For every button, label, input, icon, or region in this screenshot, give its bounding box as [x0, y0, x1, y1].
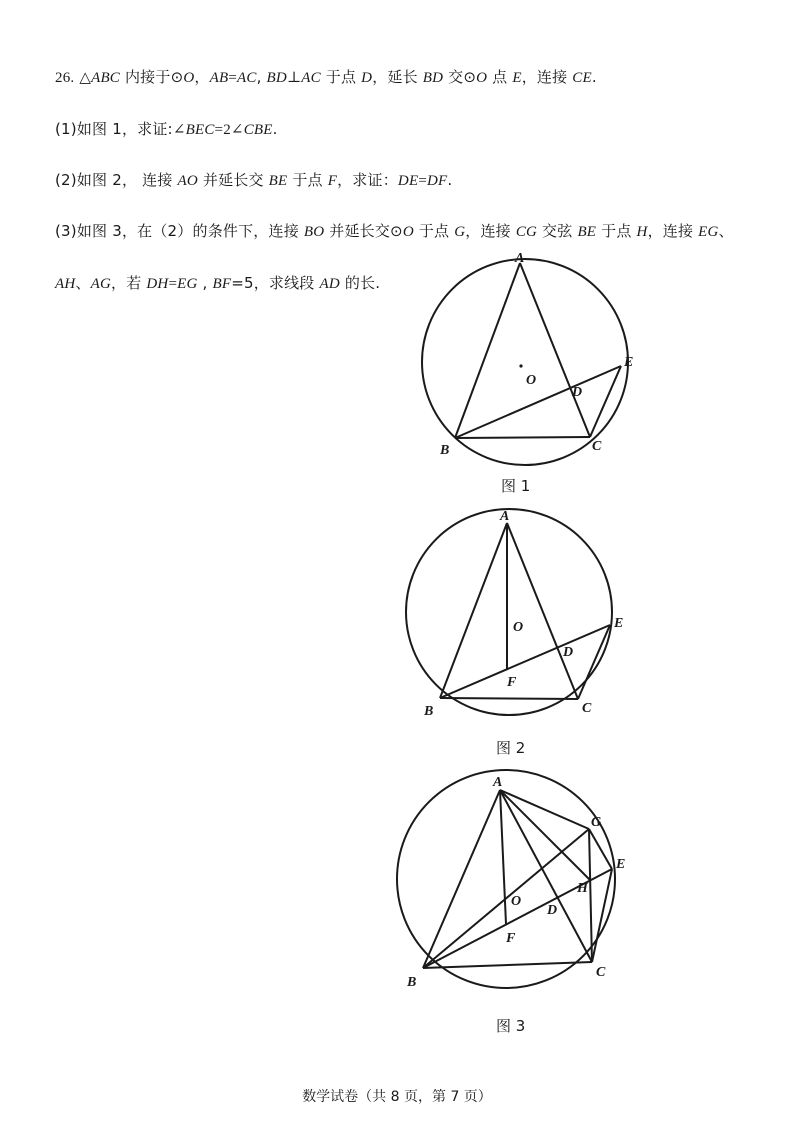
label-f: F [506, 931, 516, 946]
problem-number: 26. [55, 70, 75, 86]
segment-bc [423, 962, 592, 968]
segment-cg [589, 829, 592, 962]
label-a: A [493, 775, 503, 790]
part-3-line-1: (3)如图 3，在（2）的条件下，连接 BO 并延长交⊙O 于点 G，连接 CG 交弦 BE 于点 H，连接 EG、 [55, 222, 734, 240]
label-e: E [614, 616, 624, 631]
figure-2-caption: 图 2 [496, 739, 526, 757]
label-f: F [507, 675, 517, 690]
label-o: O [526, 373, 537, 388]
label-g: G [591, 815, 602, 830]
label-o: O [511, 894, 522, 909]
part-2: (2)如图 2， 连接 AO 并延长交 BE 于点 F，求证：DE=DF. [55, 171, 453, 189]
label-a: A [500, 509, 510, 524]
label-c: C [582, 701, 592, 716]
segment-ab [423, 790, 500, 968]
label-c: C [596, 965, 606, 980]
figure-3-caption: 图 3 [496, 1017, 526, 1035]
label-c: C [592, 439, 602, 454]
page-footer: 数学试卷（共 8 页，第 7 页） [302, 1089, 492, 1105]
label-d: D [563, 645, 574, 660]
stem-text: △ABC 内接于⊙O，AB=AC, BD⊥AC 于点 D，延长 BD 交⊙O 点 E，连接 CE. [79, 68, 597, 86]
label-b: B [407, 975, 417, 990]
label-a: A [515, 251, 525, 266]
label-d: D [547, 903, 558, 918]
label-o: O [513, 620, 524, 635]
part-3-line-2: AH、AG，若 DH=EG , BF=5，求线段 AD 的长. [55, 274, 381, 292]
part-1: (1)如图 1，求证:∠BEC=2∠CBE. [55, 120, 278, 138]
segment-eg [589, 829, 612, 869]
label-b: B [440, 443, 450, 458]
label-e: E [624, 355, 634, 370]
label-e: E [616, 857, 626, 872]
segment-bg [423, 829, 589, 968]
figure-1-caption: 图 1 [501, 477, 531, 495]
label-b: B [424, 704, 434, 719]
label-d: D [572, 385, 583, 400]
label-h: H [577, 881, 588, 896]
